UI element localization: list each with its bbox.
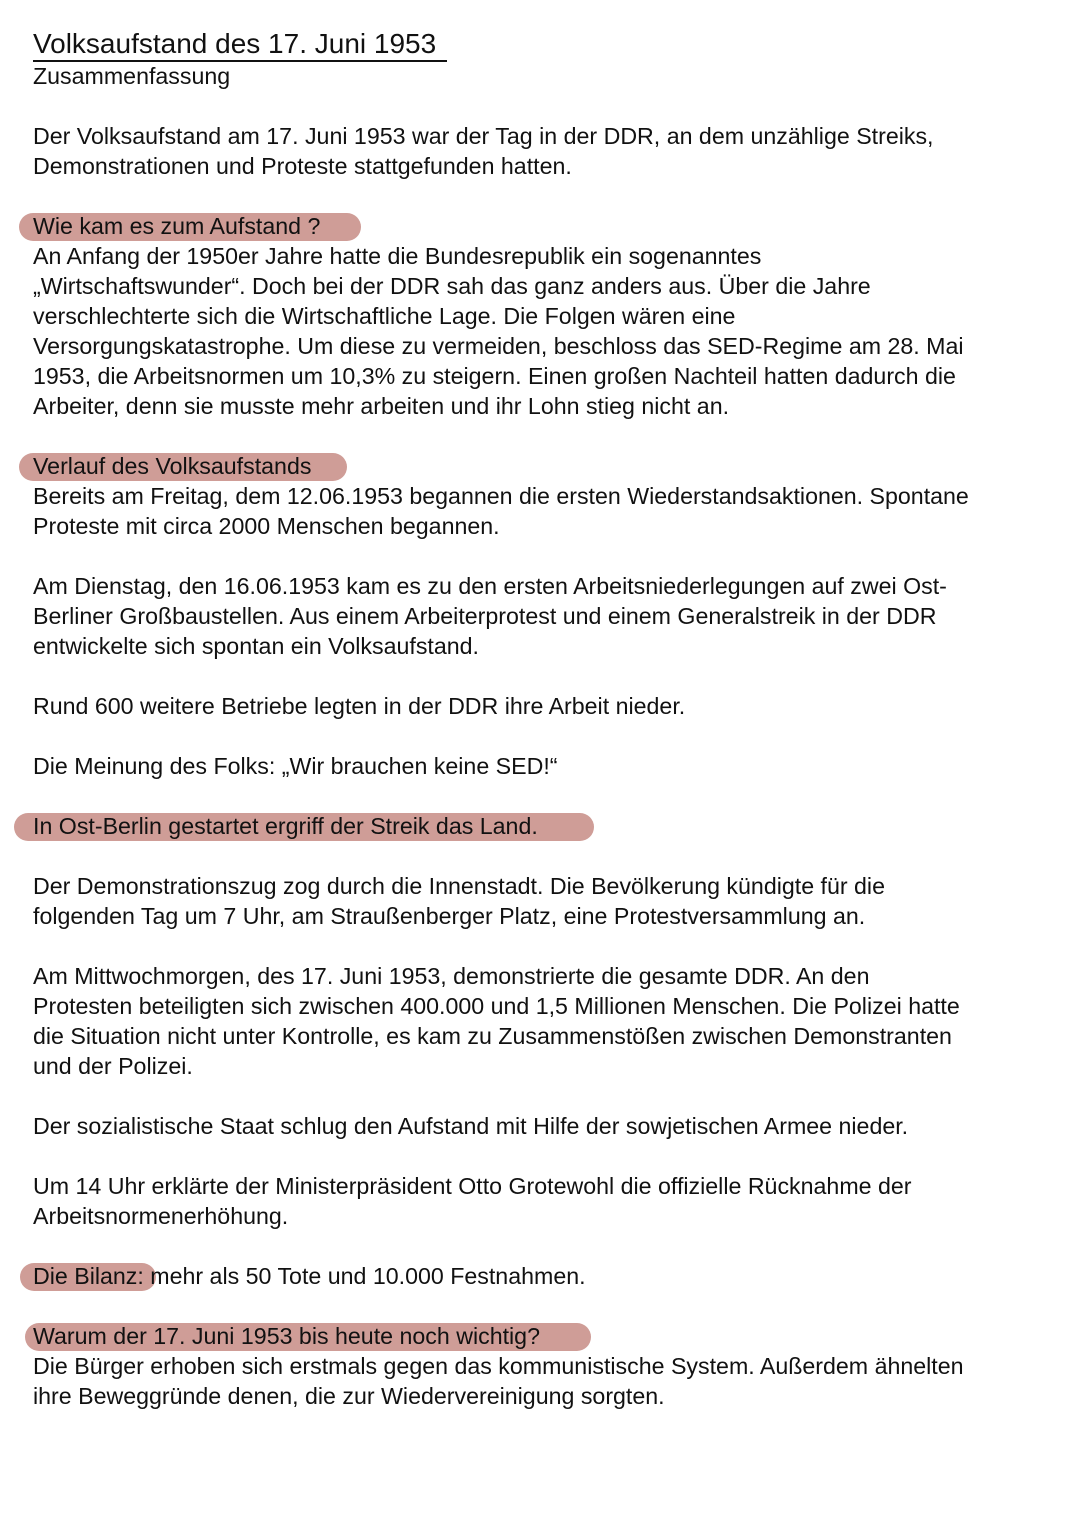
document-title: Volksaufstand des 17. Juni 1953 <box>33 28 437 59</box>
paragraph-line: Der Demonstrationszug zog durch die Innenstadt. Die Bevölkerung kündigte für die <box>33 873 885 899</box>
paragraph-line: und der Polizei. <box>33 1053 193 1079</box>
paragraph-line: entwickelte sich spontan ein Volksaufstand. <box>33 633 479 659</box>
section-heading: Wie kam es zum Aufstand ? <box>33 213 321 239</box>
paragraph-line: Proteste mit circa 2000 Menschen begannen. <box>33 513 500 539</box>
section-heading: Verlauf des Volksaufstands <box>33 453 312 479</box>
paragraph-line: ihre Beweggründe denen, die zur Wiedervereinigung sorgten. <box>33 1383 665 1409</box>
paragraph-line: Der sozialistische Staat schlug den Aufstand mit Hilfe der sowjetischen Armee nieder. <box>33 1113 909 1139</box>
paragraph-line: Berliner Großbaustellen. Aus einem Arbeiterprotest und einem Generalstreik in der DDR <box>33 603 937 629</box>
paragraph-line: 1953, die Arbeitsnormen um 10,3% zu steigern. Einen großen Nachteil hatten dadurch die <box>33 363 956 389</box>
paragraph-line: Rund 600 weitere Betriebe legten in der DDR ihre Arbeit nieder. <box>33 693 686 719</box>
document-subtitle: Zusammenfassung <box>33 63 231 89</box>
paragraph-line: Die Bürger erhoben sich erstmals gegen das kommunistische System. Außerdem ähnelten <box>33 1353 964 1379</box>
section-heading: Warum der 17. Juni 1953 bis heute noch wichtig? <box>33 1323 540 1349</box>
paragraph-line: An Anfang der 1950er Jahre hatte die Bundesrepublik ein sogenanntes <box>33 243 762 269</box>
paragraph-line: „Wirtschaftswunder“. Doch bei der DDR sah das ganz anders aus. Über die Jahre <box>33 273 871 299</box>
paragraph-line: Am Mittwochmorgen, des 17. Juni 1953, demonstrierte die gesamte DDR. An den <box>33 963 870 989</box>
section-heading: Die Bilanz: <box>33 1263 144 1289</box>
intro-line: Der Volksaufstand am 17. Juni 1953 war der Tag in der DDR, an dem unzählige Streiks, <box>33 123 934 149</box>
section-heading: In Ost-Berlin gestartet ergriff der Streik das Land. <box>33 813 538 839</box>
bilanz-text: mehr als 50 Tote und 10.000 Festnahmen. <box>143 1263 586 1289</box>
paragraph-line: folgenden Tag um 7 Uhr, am Straußenberger Platz, eine Protestversammlung an. <box>33 903 866 929</box>
paragraph-line: verschlechterte sich die Wirtschaftliche Lage. Die Folgen wären eine <box>33 303 736 329</box>
paragraph-line: Bereits am Freitag, dem 12.06.1953 begannen die ersten Wiederstandsaktionen. Spontane <box>33 483 969 509</box>
paragraph-line: Am Dienstag, den 16.06.1953 kam es zu den ersten Arbeitsniederlegungen auf zwei Ost- <box>33 573 947 599</box>
bilanz-line <box>33 1261 586 1291</box>
intro-line: Demonstrationen und Proteste stattgefunden hatten. <box>33 153 572 179</box>
paragraph-line: die Situation nicht unter Kontrolle, es kam zu Zusammenstößen zwischen Demonstranten <box>33 1023 952 1049</box>
paragraph-line: Die Meinung des Folks: „Wir brauchen keine SED!“ <box>33 753 558 779</box>
paragraph-line: Protesten beteiligten sich zwischen 400.000 und 1,5 Millionen Menschen. Die Polizei hatte <box>33 993 960 1019</box>
paragraph-line: Versorgungskatastrophe. Um diese zu vermeiden, beschloss das SED-Regime am 28. Mai <box>33 333 964 359</box>
paragraph-line: Arbeiter, denn sie musste mehr arbeiten und ihr Lohn stieg nicht an. <box>33 393 730 419</box>
paragraph-line: Arbeitsnormenerhöhung. <box>33 1203 289 1229</box>
paragraph-line: Um 14 Uhr erklärte der Ministerpräsident Otto Grotewohl die offizielle Rücknahme der <box>33 1173 912 1199</box>
